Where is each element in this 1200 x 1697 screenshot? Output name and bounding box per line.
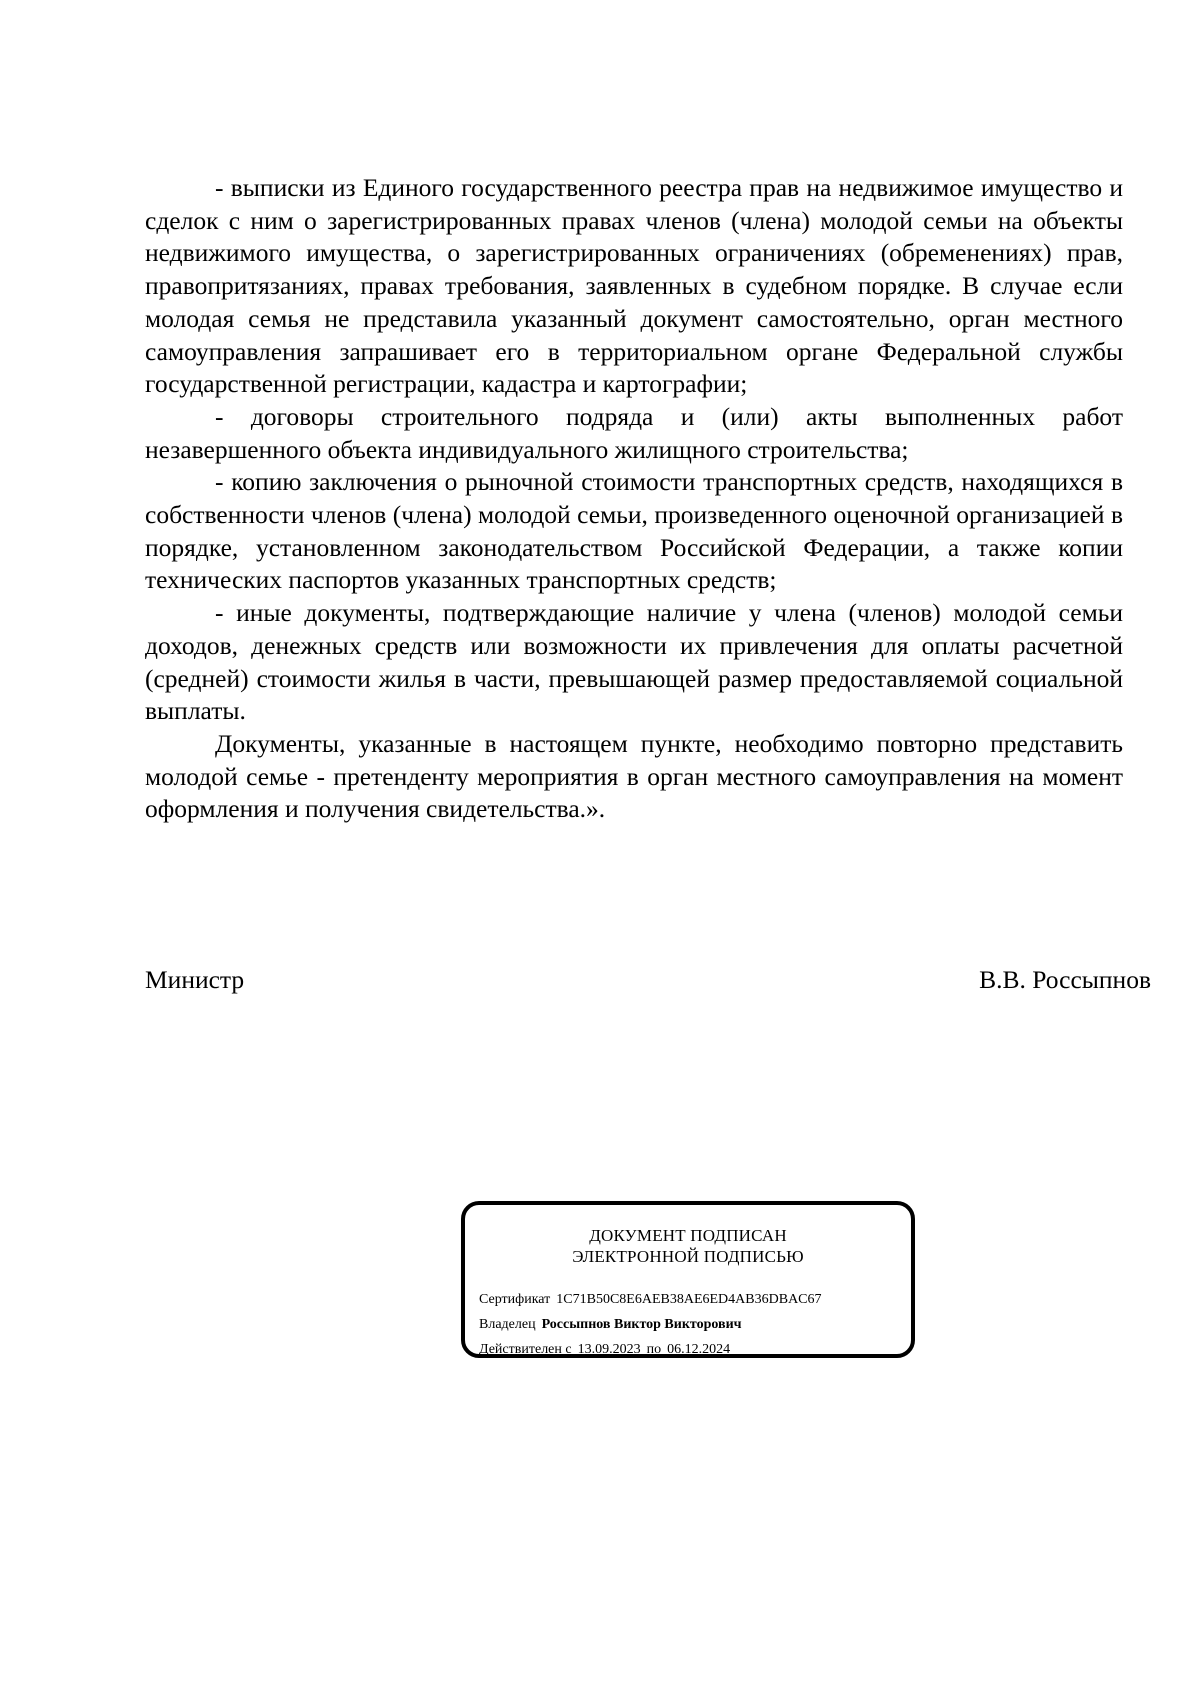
paragraph-egrp-extracts: - выписки из Единого государственного реестра прав на недвижимое имущество и сделок с ним о зарегистрированных правах членов (члена) молодой семьи на объекты недвижимого имущества, о зарегистрированных ограничениях (обременениях) прав, правопритязаниях, правах требования, заявленных в судебном порядке. В случае если молодая семья не представила указанный документ самостоятельно, орган местного самоуправления запрашивает его в территориальном органе Федеральной службы государственной регистрации, кадастра и картографии; (145, 173, 1123, 399)
stamp-certificate-row (479, 1287, 822, 1312)
owner-label: Владелец (479, 1317, 536, 1332)
paragraph-other-documents: - иные документы, подтверждающие наличие у члена (членов) молодой семьи доходов, денежных средств или возможности их привлечения для оплаты расчетной (средней) стоимости жилья в части, превышающей размер предоставляемой социальной выплаты. (145, 598, 1123, 726)
owner-value: Россыпнов Виктор Викторович (541, 1317, 742, 1332)
paragraph-vehicle-valuation: - копию заключения о рыночной стоимости транспортных средств, находящихся в собственности членов (члена) молодой семьи, произведенного оценочной организацией в порядке, установленном законодательством Российской Федерации, а также копии технических паспортов указанных транспортных средств; (145, 467, 1123, 595)
paragraph-construction-contracts: - договоры строительного подряда и (или) акты выполненных работ незавершенного объекта индивидуального жилищного строительства; (145, 401, 1123, 464)
valid-to-label: по (646, 1342, 662, 1357)
stamp-details (479, 1287, 822, 1362)
stamp-validity-row (479, 1337, 822, 1362)
valid-label: Действителен с (479, 1342, 572, 1357)
stamp-header-line-2: ЭЛЕКТРОННОЙ ПОДПИСЬЮ (572, 1247, 804, 1266)
stamp-header (465, 1225, 911, 1267)
signatory-name: В.В. Россыпнов (979, 965, 1151, 994)
valid-to: 06.12.2024 (667, 1342, 731, 1357)
electronic-signature-stamp (461, 1201, 915, 1358)
valid-from: 13.09.2023 (577, 1342, 641, 1357)
document-body (145, 172, 1123, 826)
certificate-value: 1C71B50C8E6AEB38AE6ED4AB36DBAC67 (556, 1292, 822, 1307)
stamp-owner-row (479, 1312, 822, 1337)
signatory-title: Министр (145, 965, 245, 994)
certificate-label: Сертификат (479, 1292, 551, 1307)
paragraph-resubmission: Документы, указанные в настоящем пункте, необходимо повторно представить молодой семье - претенденту мероприятия в орган местного самоуправления на момент оформления и получения свидетельства.». (145, 728, 1123, 824)
stamp-header-line-1: ДОКУМЕНТ ПОДПИСАН (589, 1226, 787, 1245)
